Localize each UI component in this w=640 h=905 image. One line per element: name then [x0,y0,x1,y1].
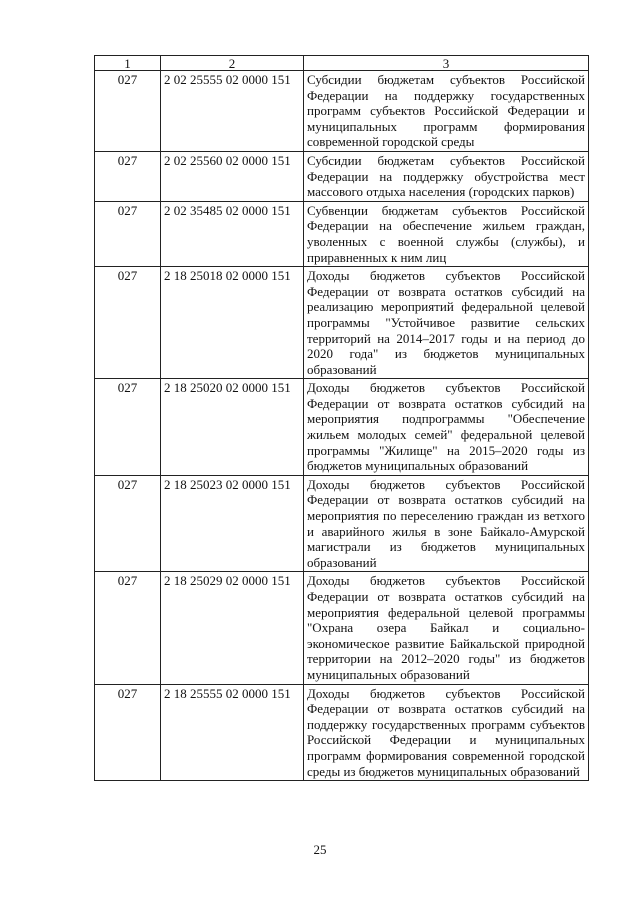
revenue-name-cell: Субвенции бюджетам субъектов Российской Федерации на обеспечение жильем граждан, уволенных с военной службы (службы), и приравненных к ним лиц [304,201,589,266]
revenue-code-cell: 2 18 25029 02 0000 151 [161,572,304,684]
table-row [95,151,589,201]
administrator-code-cell: 027 [95,684,161,781]
page-number: 25 [313,842,327,857]
revenue-name-cell: Субсидии бюджетам субъектов Российской Федерации на поддержку обустройства мест массового отдыха населения (городских парков) [304,151,589,201]
revenue-name-cell: Доходы бюджетов субъектов Российской Федерации от возврата остатков субсидий на мероприятия подпрограммы "Обеспечение жильем молодых семей" федеральной целевой программы "Жилище" на 2015–2020 годы из бюджетов муниципальных образований [304,379,589,476]
table-row [95,71,589,152]
table-row [95,267,589,379]
administrator-code-cell: 027 [95,572,161,684]
revenue-code-cell: 2 18 25018 02 0000 151 [161,267,304,379]
column-header-1: 1 [95,56,161,71]
budget-revenue-table [94,55,589,781]
administrator-code-cell: 027 [95,379,161,476]
revenue-name-cell: Доходы бюджетов субъектов Российской Федерации от возврата остатков субсидий на мероприятия по переселению граждан из ветхого и аварийного жилья в зоне Байкало-Амурской магистрали из бюджетов муниципальных образований [304,475,589,572]
revenue-name-cell: Доходы бюджетов субъектов Российской Федерации от возврата остатков субсидий на поддержку государственных программ субъектов Российской Федерации и муниципальных программ формирования современной городской среды из бюджетов муниципальных образований [304,684,589,781]
administrator-code-cell: 027 [95,71,161,152]
column-header-2: 2 [161,56,304,71]
table-row [95,684,589,781]
administrator-code-cell: 027 [95,151,161,201]
table-row [95,379,589,476]
revenue-code-cell: 2 18 25023 02 0000 151 [161,475,304,572]
table-row [95,475,589,572]
revenue-code-cell: 2 18 25555 02 0000 151 [161,684,304,781]
revenue-name-cell: Доходы бюджетов субъектов Российской Федерации от возврата остатков субсидий на мероприятия федеральной целевой программы "Охрана озера Байкал и социально-экономическое развитие Байкальской природной территории на 2012–2020 годы" из бюджетов муниципальных образований [304,572,589,684]
revenue-code-cell: 2 02 25560 02 0000 151 [161,151,304,201]
revenue-code-cell: 2 18 25020 02 0000 151 [161,379,304,476]
revenue-name-cell: Доходы бюджетов субъектов Российской Федерации от возврата остатков субсидий на реализацию мероприятий федеральной целевой программы "Устойчивое развитие сельских территорий на 2014–2017 годы и на период до 2020 года" из бюджетов муниципальных образований [304,267,589,379]
revenue-code-cell: 2 02 35485 02 0000 151 [161,201,304,266]
column-header-3: 3 [304,56,589,71]
administrator-code-cell: 027 [95,201,161,266]
table-row [95,572,589,684]
table-row [95,201,589,266]
administrator-code-cell: 027 [95,267,161,379]
administrator-code-cell: 027 [95,475,161,572]
revenue-code-cell: 2 02 25555 02 0000 151 [161,71,304,152]
revenue-name-cell: Субсидии бюджетам субъектов Российской Федерации на поддержку государственных программ субъектов Российской Федерации и муниципальных программ формирования современной городской среды [304,71,589,152]
table-header-row [95,56,589,71]
